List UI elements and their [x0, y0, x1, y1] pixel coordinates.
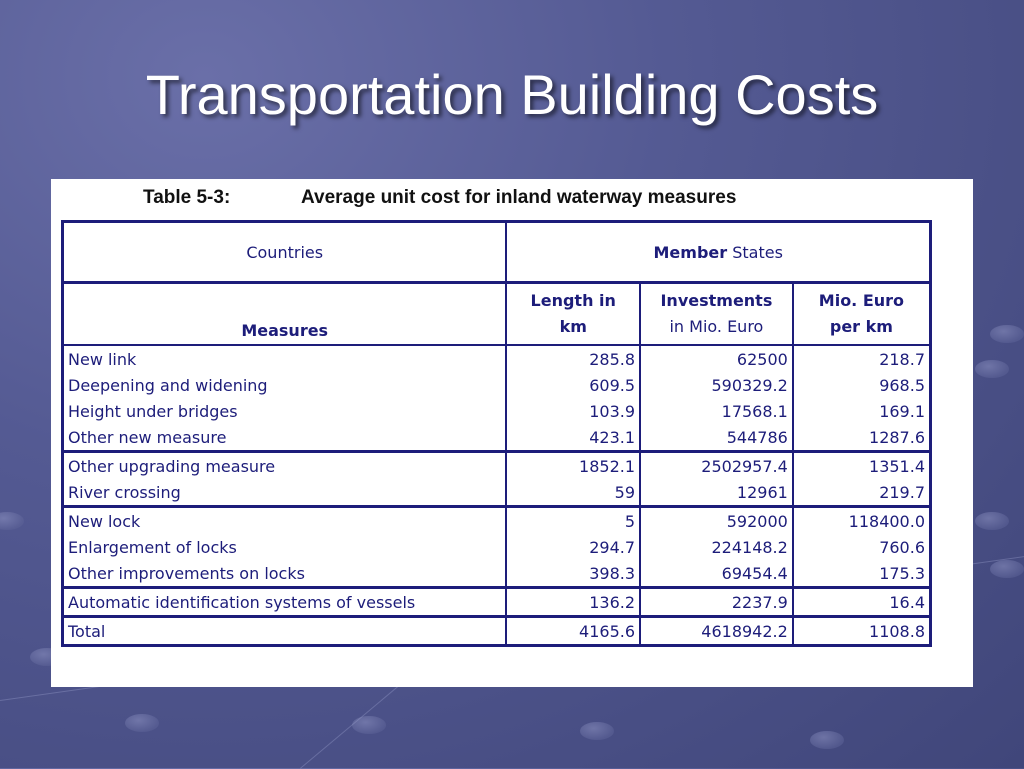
member-states-header: [506, 222, 930, 283]
investment-cell: 69454.4: [640, 560, 793, 588]
decorative-dot: [580, 722, 614, 740]
table-total-row: [63, 617, 931, 646]
decorative-dot: [0, 512, 24, 530]
measure-cell: Other new measure: [63, 424, 507, 452]
per-km-cell: 16.4: [793, 588, 931, 617]
table-row: [63, 588, 931, 617]
table-row: [63, 345, 931, 372]
per-km-cell: 169.1: [793, 398, 931, 424]
slide-title: Transportation Building Costs: [145, 63, 879, 126]
table-row: [63, 452, 931, 480]
per-km-cell: 218.7: [793, 345, 931, 372]
per-km-cell: 968.5: [793, 372, 931, 398]
table-row: [63, 372, 931, 398]
length-header: [506, 283, 640, 346]
length-cell: 103.9: [506, 398, 640, 424]
table-subheader-row: [63, 283, 931, 346]
measure-cell: Automatic identification systems of vessels: [63, 588, 507, 617]
measure-cell: Total: [63, 617, 507, 646]
table-caption-label: Table 5-3:: [143, 187, 231, 208]
investment-cell: 4618942.2: [640, 617, 793, 646]
measures-header: Measures: [63, 283, 507, 346]
measure-cell: Other upgrading measure: [63, 452, 507, 480]
measure-cell: Other improvements on locks: [63, 560, 507, 588]
length-cell: 423.1: [506, 424, 640, 452]
investments-header-line1: Investments: [660, 291, 773, 310]
per-km-cell: 175.3: [793, 560, 931, 588]
investment-cell: 62500: [640, 345, 793, 372]
investments-header-line2: in Mio. Euro: [669, 317, 764, 336]
length-cell: 609.5: [506, 372, 640, 398]
per-km-cell: 1287.6: [793, 424, 931, 452]
investment-cell: 224148.2: [640, 534, 793, 560]
length-cell: 59: [506, 479, 640, 507]
measure-cell: New link: [63, 345, 507, 372]
per-km-cell: 219.7: [793, 479, 931, 507]
member-states-bold: Member: [653, 242, 728, 262]
decorative-dot: [125, 714, 159, 732]
table-caption-text: Average unit cost for inland waterway measures: [301, 187, 737, 208]
measure-cell: Enlargement of locks: [63, 534, 507, 560]
length-cell: 294.7: [506, 534, 640, 560]
investment-cell: 2237.9: [640, 588, 793, 617]
decorative-dot: [975, 360, 1009, 378]
length-cell: 398.3: [506, 560, 640, 588]
length-cell: 285.8: [506, 345, 640, 372]
table-row: [63, 507, 931, 535]
per-km-header-line1: Mio. Euro: [818, 291, 905, 310]
cost-table: [61, 220, 932, 647]
per-km-cell: 760.6: [793, 534, 931, 560]
decorative-dot: [990, 325, 1024, 343]
table-row: [63, 398, 931, 424]
decorative-dot: [810, 731, 844, 749]
table-row: [63, 560, 931, 588]
investment-cell: 544786: [640, 424, 793, 452]
per-km-cell: 1351.4: [793, 452, 931, 480]
table-body: [63, 345, 931, 646]
length-cell: 4165.6: [506, 617, 640, 646]
length-cell: 1852.1: [506, 452, 640, 480]
length-header-line1: Length in: [530, 291, 616, 310]
investments-header: [640, 283, 793, 346]
table-row: [63, 534, 931, 560]
investment-cell: 17568.1: [640, 398, 793, 424]
measure-cell: New lock: [63, 507, 507, 535]
measure-cell: River crossing: [63, 479, 507, 507]
length-cell: 5: [506, 507, 640, 535]
per-km-cell: 1108.8: [793, 617, 931, 646]
decorative-dot: [990, 560, 1024, 578]
per-km-header-line2: per km: [829, 317, 893, 336]
member-states-rest: States: [727, 242, 783, 262]
investment-cell: 2502957.4: [640, 452, 793, 480]
measure-cell: Height under bridges: [63, 398, 507, 424]
table-caption: [143, 187, 736, 209]
length-header-line2: km: [559, 317, 587, 336]
measure-cell: Deepening and widening: [63, 372, 507, 398]
countries-header: Countries: [63, 222, 507, 283]
length-cell: 136.2: [506, 588, 640, 617]
decorative-dot: [975, 512, 1009, 530]
table-row: [63, 424, 931, 452]
investment-cell: 590329.2: [640, 372, 793, 398]
per-km-cell: 118400.0: [793, 507, 931, 535]
investment-cell: 592000: [640, 507, 793, 535]
table-row: [63, 479, 931, 507]
per-km-header: [793, 283, 931, 346]
table-panel: [51, 179, 973, 687]
table-header-row: [63, 222, 931, 283]
investment-cell: 12961: [640, 479, 793, 507]
